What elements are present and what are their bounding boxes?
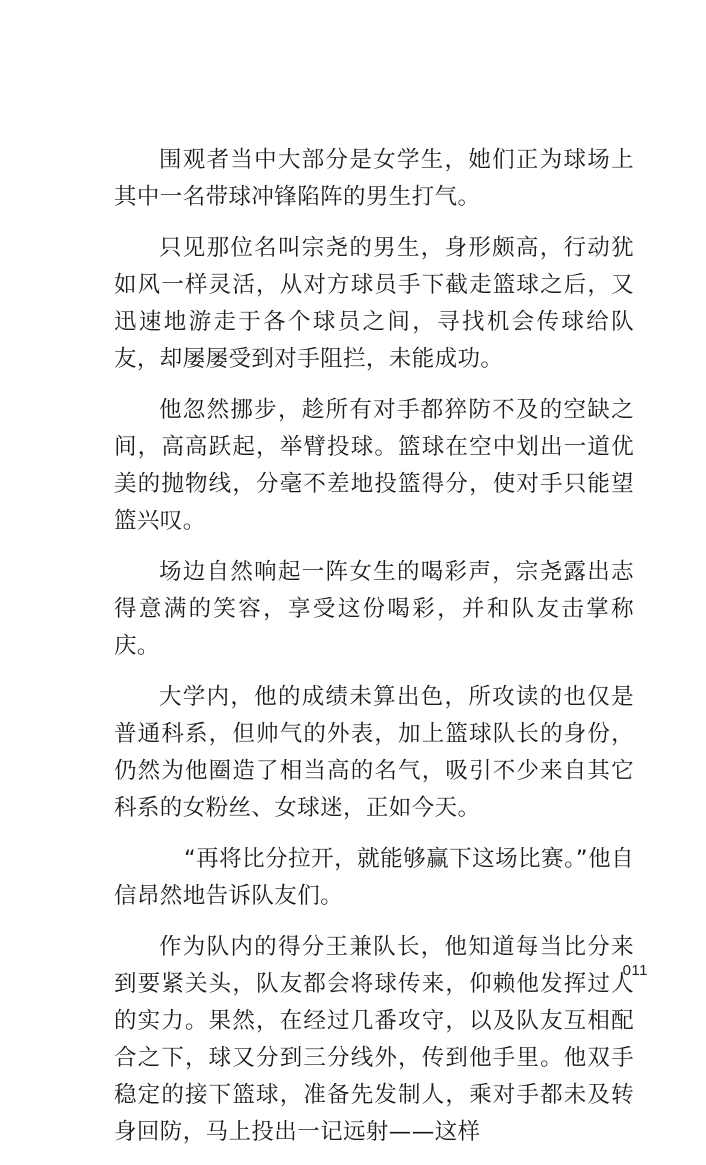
paragraph-1: 围观者当中大部分是女学生，她们正为球场上其中一名带球冲锋陷阵的男生打气。 [114,147,634,210]
paragraph-6: “再将比分拉开，就能够赢下这场比赛。”他自信昂然地告诉队友们。 [114,846,634,909]
paragraph-2: 只见那位名叫宗尧的男生，身形颇高，行动犹如风一样灵活，从对方球员手下截走篮球之后，又迅速地游走于各个球员之间，寻找机会传球给队友，却屡屡受到对手阻拦，未能成功。 [114,235,634,372]
paragraph-5: 大学内，他的成绩未算出色，所攻读的也仅是普通科系，但帅气的外表，加上篮球队长的身份，仍然为他圈造了相当高的名气，吸引不少来自其它科系的女粉丝、女球迷，正如今天。 [114,684,634,821]
paragraph-7: 作为队内的得分王兼队长，他知道每当比分来到要紧关头，队友都会将球传来，仰赖他发挥过人的实力。果然，在经过几番攻守，以及队友互相配合之下，球又分到三分线外，传到他手里。他双手稳定的接下篮球，准备先发制人，乘对手都未及转身回防，马上投出一记远射——这样 [114,934,634,1145]
paragraph-4: 场边自然响起一阵女生的喝彩声，宗尧露出志得意满的笑容，享受这份喝彩，并和队友击掌称庆。 [114,559,634,659]
page-number: 011 [622,962,648,979]
paragraph-3: 他忽然挪步，趁所有对手都猝防不及的空缺之间，高高跃起，举臂投球。篮球在空中划出一道优美的抛物线，分毫不差地投篮得分，使对手只能望篮兴叹。 [114,397,634,534]
body-text [114,142,634,1165]
